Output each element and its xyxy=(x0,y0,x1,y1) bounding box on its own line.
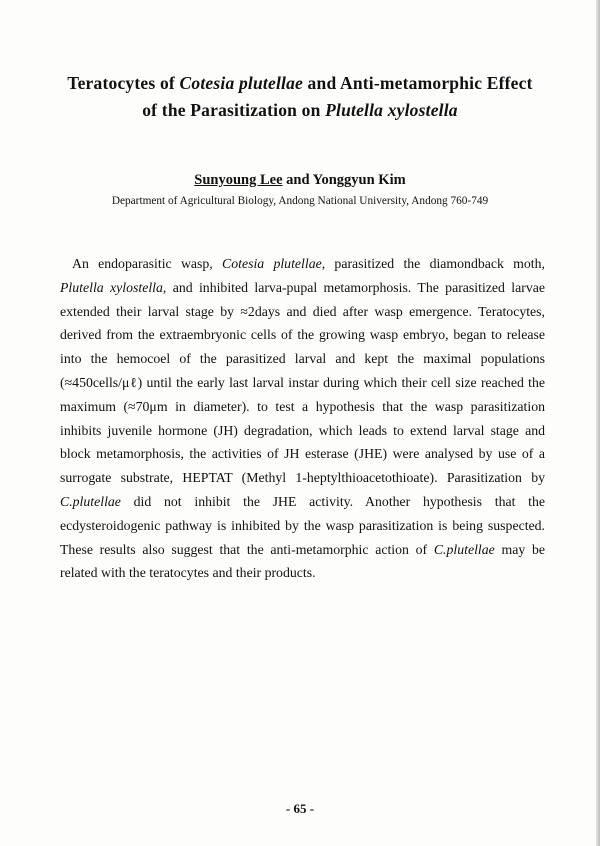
page-number: - 65 - xyxy=(285,801,315,816)
abstract-body xyxy=(60,252,545,585)
species-name: C.plutellae xyxy=(60,493,121,509)
title-species-moth: Plutella xylostella xyxy=(325,100,458,120)
authors xyxy=(0,172,600,189)
species-name: C.plutellae xyxy=(433,541,495,557)
abstract-text: did not inhibit the JHE activity. Another hypothesis that the ecdysteroidogenic pathway is inhibited by the wasp parasitization is being suspected. These results also suggest that the anti-metamorphic action of xyxy=(60,493,545,557)
title-text: of the Parasitization on xyxy=(142,100,326,120)
species-name: Cotesia plutellae xyxy=(222,256,322,271)
paper-title xyxy=(40,70,560,124)
species-name: Plutella xylostella xyxy=(60,279,163,295)
affiliation: Department of Agricultural Biology, Andong National University, Andong 760-749 xyxy=(111,195,489,207)
author-second: Yonggyun Kim xyxy=(312,172,406,188)
abstract-text: , and inhibited larva-pupal metamorphosis. The parasitized larvae extended their larval stage by ≈2days and died after wasp emergence. Teratocytes, derived from the extraembryonic cells of the growing wasp embryo, began to release into the hemocoel of the parasitized larval and kept the maximal populations (≈450cells/μℓ) until the early last larval instar during which their cell size reached the maximum (≈70μm in diameter). to test a hypothesis that the wasp parasitization inhibits juvenile hormone (JH) degradation, which leads to extend larval stage and block metamorphosis, the activities of JH esterase (JHE) were analysed by use of a surrogate substrate, HEPTAT (Methyl 1-heptylthioacetothioate). Parasitization by xyxy=(60,279,545,486)
title-species-wasp: Cotesia plutellae xyxy=(179,73,303,93)
author-first: Sunyoung Lee xyxy=(194,172,283,188)
title-text: Teratocytes of xyxy=(67,73,180,93)
abstract-text: , parasitized the diamondback moth, xyxy=(321,256,545,271)
title-text: and Anti-metamorphic Effect xyxy=(302,73,533,93)
abstract-text: An endoparasitic wasp, xyxy=(72,256,223,271)
abstract-text: may be related with the teratocytes and their products. xyxy=(60,541,545,581)
author-conjunction: and xyxy=(282,172,313,188)
page-edge-shadow xyxy=(596,0,600,846)
